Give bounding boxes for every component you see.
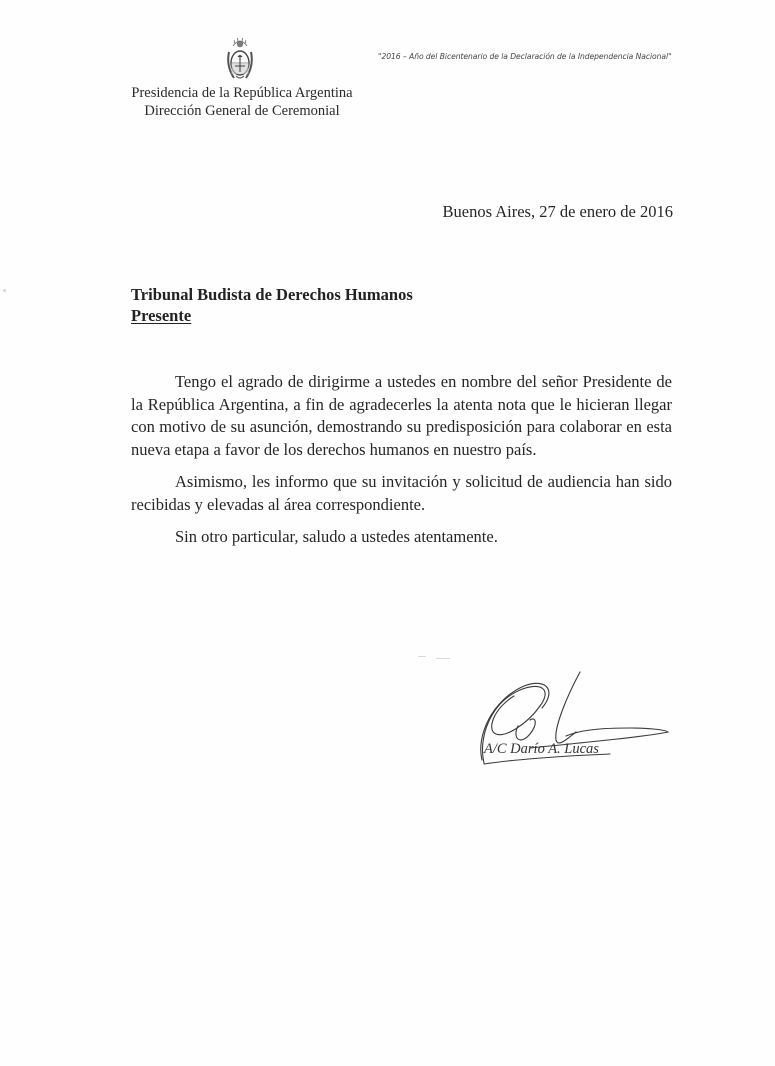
- recipient-block: [131, 284, 413, 326]
- coat-of-arms-icon: [224, 36, 256, 84]
- institution-name: Presidencia de la República Argentina: [131, 85, 353, 101]
- letterhead: [110, 84, 374, 120]
- date-line: Buenos Aires, 27 de enero de 2016: [442, 202, 673, 221]
- body-paragraph: Tengo el agrado de dirigirme a ustedes en nombre del señor Presidente de la República Argentina, a fin de agradecerles la atenta nota que le hicieran llegar con motivo de su asunción, demostrando su predisposición para colaborar en esta nueva etapa a favor de los derechos humanos en nuestro país.: [131, 372, 672, 459]
- department-name: Dirección General de Ceremonial: [144, 103, 340, 119]
- scan-speck: [418, 656, 426, 657]
- recipient-salutation: Presente: [131, 306, 192, 325]
- letter-body: [131, 371, 672, 559]
- scan-speck: [436, 658, 450, 659]
- year-motto: "2016 – Año del Bicentenario de la Declaración de la Independencia Nacional": [378, 52, 672, 61]
- signatory-name: A/C Darío A. Lucas: [484, 741, 599, 757]
- body-paragraph: Asimismo, les informo que su invitación y solicitud de audiencia han sido recibidas y elevadas al área correspondiente.: [131, 472, 672, 514]
- handwritten-signature-icon: [470, 668, 680, 778]
- body-paragraph: Sin otro particular, saludo a ustedes atentamente.: [175, 527, 498, 546]
- scan-speck: [3, 289, 6, 292]
- recipient-name: Tribunal Budista de Derechos Humanos: [131, 285, 413, 304]
